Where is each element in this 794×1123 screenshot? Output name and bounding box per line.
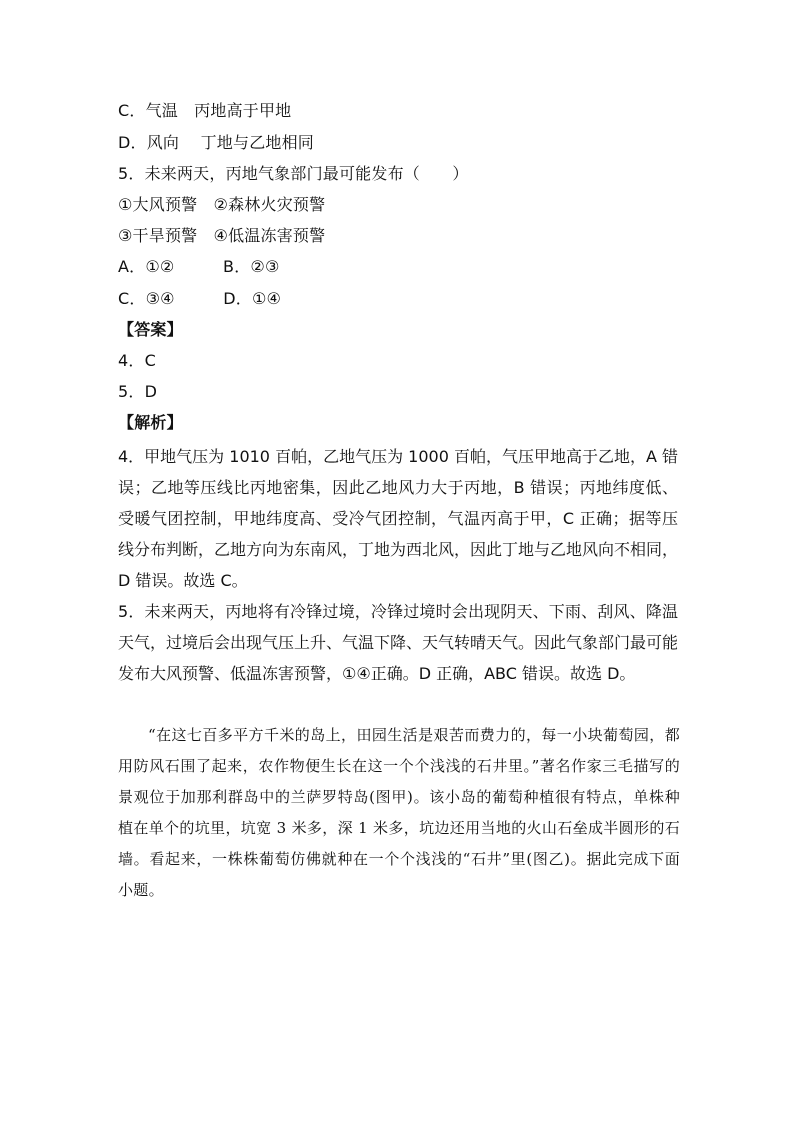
question-5-stem: 5．未来两天，丙地气象部门最可能发布（ ） [118, 164, 469, 183]
question-5-options-cd: C．③④ D．①④ [118, 289, 282, 308]
option-c-line: C．气温 丙地高于甲地 [118, 101, 292, 120]
question-5-choices-2: ③干旱预警 ④低温冻害预警 [118, 226, 326, 245]
answer-q5: 5．D [118, 382, 158, 401]
question-5-options-ab: A．①② B．②③ [118, 257, 280, 276]
analysis-heading: 【解析】 [118, 413, 183, 432]
analysis-q4-paragraph: 4．甲地气压为 1010 百帕，乙地气压为 1000 百帕，气压甲地高于乙地，A 错误；乙地等压线比丙地密集，因此乙地风力大于丙地，B 错误；丙地纬度低、受暖气团控制，甲地纬度高、受冷气团控制，气温丙高于甲，C 正确；据等压线分布判断，乙地方向为东南风，丁地为西北风，因此丁地与乙地风向不相同，D 错误。故选 C。 [118, 447, 679, 590]
material-paragraph: “在这七百多平方千米的岛上，田园生活是艰苦而费力的，每一小块葡萄园，都用防风石围了起来，农作物便生长在这一个个浅浅的石井里。”著名作家三毛描写的景观位于加那利群岛中的兰萨罗特岛(图甲)。该小岛的葡萄种植很有特点，单株种植在单个的坑里，坑宽 3 米多，深 1 米多，坑边还用当地的火山石垒成半圆形的石墙。看起来，一株株葡萄仿佛就种在一个个浅浅的“石井”里(图乙)。据此完成下面小题。 [118, 726, 680, 899]
answer-heading: 【答案】 [118, 320, 183, 339]
option-d-line: D．风向 丁地与乙地相同 [118, 133, 315, 152]
analysis-q5-paragraph: 5．未来两天，丙地将有冷锋过境，冷锋过境时会出现阴天、下雨、刮风、降温天气，过境后会出现气压上升、气温下降、天气转晴天气。因此气象部门最可能发布大风预警、低温冻害预警，①④正确。D 正确，ABC 错误。故选 D。 [118, 602, 679, 683]
answer-q4: 4．C [118, 351, 156, 370]
question-5-choices-1: ①大风预警 ②森林火灾预警 [118, 195, 326, 214]
